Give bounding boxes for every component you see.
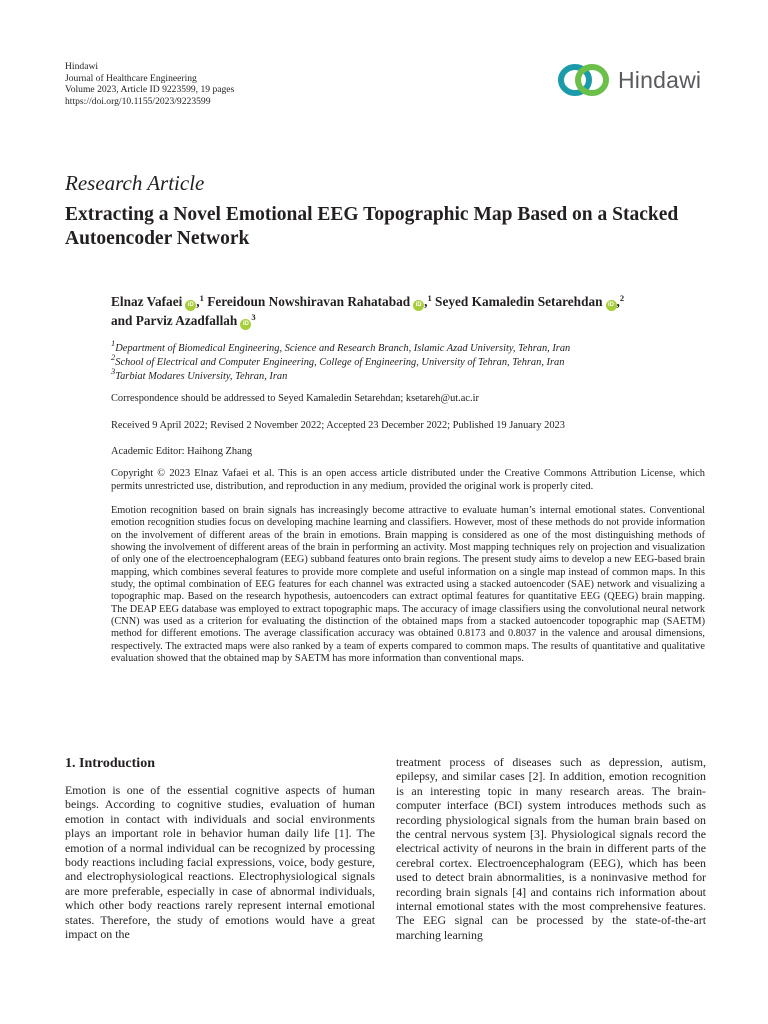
correspondence: Correspondence should be addressed to Seyed Kamaledin Setarehdan; ksetareh@ut.ac.ir: [111, 393, 479, 404]
volume-line: Volume 2023, Article ID 9223599, 19 pages: [65, 84, 235, 96]
publication-info: [65, 61, 234, 107]
publication-dates: Received 9 April 2022; Revised 2 November 2022; Accepted 23 December 2022; Published 19 January 2023: [111, 420, 565, 431]
orcid-icon[interactable]: iD: [606, 300, 617, 311]
author-1: Elnaz Vafaei iD ,$^1$: [111, 293, 204, 309]
affiliation-2: $^2$School of Electrical and Computer Engineering, College of Engineering, University of Tehran, Tehran, Iran: [111, 352, 565, 368]
paper-title: Extracting a Novel Emotional EEG Topographic Map Based on a Stacked Autoencoder Network: [65, 204, 679, 249]
orcid-icon[interactable]: iD: [240, 319, 251, 330]
author-name: Elnaz Vafaei: [111, 294, 183, 309]
author-affil-sup: 1: [199, 293, 204, 303]
intro-right-column: [396, 755, 706, 942]
article-type: Research Article: [65, 171, 205, 195]
author-2: Fereidoun Nowshiravan Rahatabad iD ,$^1$: [207, 293, 432, 309]
intro-paragraph-left: Emotion is one of the essential cognitive aspects of human beings. According to cognitive studies, evaluation of human emotion in contact with individuals and social environments plays an important role in behavior human daily life [1]. The emotion of a normal individual can be recognized by processing body reactions including facial expressions, voice, body gesture, and electrophysiological reactions. Electrophysiological signals are more preferable, especially in case of abnormal individuals, which other body reactions rarely represent internal emotional states. Therefore, the study of emotions would have a great impact on the: [65, 783, 375, 942]
academic-editor: Academic Editor: Haihong Zhang: [111, 446, 253, 457]
publisher-name: Hindawi: [65, 61, 99, 72]
abstract: Emotion recognition based on brain signals has increasingly become attractive to evaluate human’s internal emotional states. Conventional emotion recognition studies focus on developing machine learning and classifiers. However, most of these methods do not provide information on the involvement of different areas of the brain in emotions. Brain mapping is considered as one of the most distinguishing methods of showing the involvement of different areas of the brain in performing an activity. Most mapping techniques rely on projection and visualization of only one of the electroencephalogram (EEG) subband features onto brain regions. The present study aims to develop a new EEG-based brain mapping, which combines several features to provide more complete and useful information on a single map instead of common maps. In this study, the optimal combination of EEG features for each channel was extracted using a stacked autoencoder (SAE) network and visualizing a topographic map. Based on the research hypothesis, autoencoders can extract optimal features for quantitative EEG (QEEG) brain mapping. The DEAP EEG database was employed to extract topographic maps. The accuracy of image classifiers using the convolutional neural network (CNN) was used as a criterion for evaluating the distinction of the obtained maps from a stacked autoencoder topographic map (SAETM) method for different emotions. The average classification accuracy was obtained 0.8173 and 0.8037 in the valence and arousal dimensions, respectively. The extracted maps were also ranked by a team of experts compared to common maps. The results of quantitative and qualitative evaluation showed that the obtained map by SAETM has more information than conventional maps.: [111, 505, 705, 665]
author-affil-sup: 2: [619, 293, 625, 303]
section-heading-introduction: 1. Introduction: [65, 756, 155, 771]
orcid-icon[interactable]: iD: [413, 300, 424, 311]
author-name: Parviz Azadfallah: [135, 313, 238, 328]
author-name: Seyed Kamaledin Setarehdan: [435, 294, 603, 309]
author-3: Seyed Kamaledin Setarehdan iD ,$^2$: [435, 293, 625, 309]
copyright-notice: Copyright © 2023 Elnaz Vafaei et al. This is an open access article distributed under the Creative Commons Attribution License, which permits unrestricted use, distribution, and reproduction in any medium, provided the original work is properly cited.: [111, 468, 705, 492]
intro-left-column: [65, 755, 375, 941]
hindawi-logo-icon: [556, 62, 612, 98]
intro-paragraph-right: treatment process of diseases such as depression, autism, epilepsy, and similar cases [2]. In addition, emotion recognition is an interesting topic in many research areas. The brain-computer interface (BCI) system introduces methods such as recording physiological signals from the human brain based on the central nervous system [3]. Physiological signals record the electrical activity of neurons in the brain in different parts of the cerebral cortex. Electroencephalogram (EEG), which has been used to detect brain abnormalities, is a noninvasive method for recording brain signals [4] and contains rich information about internal emotional states with the most comprehensive features. The EEG signal can be processed by the state-of-the-art marching learning: [396, 755, 706, 942]
author-list: [111, 292, 711, 330]
doi-link[interactable]: https://doi.org/10.1155/2023/9223599: [65, 95, 211, 107]
affiliations: [111, 338, 571, 384]
journal-name: Journal of Healthcare Engineering: [65, 72, 197, 84]
affiliation-1: $^1$Department of Biomedical Engineering, Science and Research Branch, Islamic Azad University, Tehran, Iran: [111, 338, 571, 354]
hindawi-logo: [556, 62, 701, 98]
author-affil-sup: 1: [427, 293, 432, 303]
author-name: Fereidoun Nowshiravan Rahatabad: [207, 294, 411, 309]
author-affil-sup: 3: [251, 312, 256, 322]
affiliation-3: $^3$Tarbiat Modares University, Tehran, Iran: [111, 366, 288, 382]
orcid-icon[interactable]: iD: [185, 300, 196, 311]
author-4: and Parviz Azadfallah $iD^3$: [111, 312, 256, 328]
logo-text: Hindawi: [618, 66, 702, 93]
